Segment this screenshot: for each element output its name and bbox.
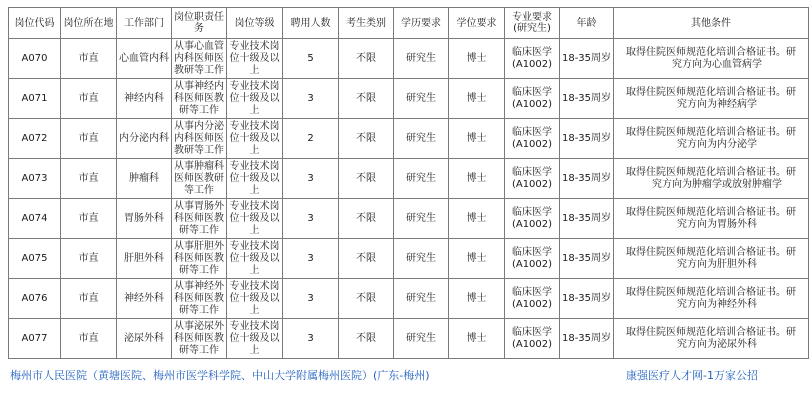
- major-code: (A1002): [511, 258, 553, 270]
- count-cell: 5: [283, 39, 339, 79]
- hospital-name-link[interactable]: 梅州市人民医院（黄塘医院、梅州市医学科学院、中山大学附属梅州医院）(广东-梅州): [10, 369, 430, 382]
- category-cell: 不限: [339, 199, 394, 239]
- level-cell: 专业技术岗位十级及以上: [227, 159, 283, 199]
- conditions-line: 取得住院医师规范化培训合格证书。研: [626, 326, 796, 338]
- degree-cell: 博士: [449, 159, 505, 199]
- table-row: [9, 79, 809, 119]
- duty-cell: 从事泌尿外科医师医教研等工作: [172, 319, 227, 359]
- header-cell: 岗位等级: [227, 8, 283, 39]
- duty-cell: 从事胃肠外科医师医教研等工作: [172, 199, 227, 239]
- level-cell: 专业技术岗位十级及以上: [227, 319, 283, 359]
- dept-cell: 肝胆外科: [117, 239, 172, 279]
- major-code: (A1002): [511, 298, 553, 310]
- table-body: [9, 39, 809, 359]
- category-cell: 不限: [339, 279, 394, 319]
- major-code: (A1002): [511, 138, 553, 150]
- age-cell: 18-35周岁: [560, 239, 614, 279]
- major-code: (A1002): [511, 218, 553, 230]
- location-cell: 市直: [61, 39, 117, 79]
- conditions-cell: [614, 199, 809, 239]
- duty-cell: 从事肿瘤科医师医教研等工作: [172, 159, 227, 199]
- location-cell: 市直: [61, 239, 117, 279]
- table-row: [9, 39, 809, 79]
- major-name: 临床医学: [512, 326, 552, 338]
- header-cell: 学位要求: [449, 8, 505, 39]
- education-cell: 研究生: [394, 239, 449, 279]
- conditions-line: 究方向为神经外科: [677, 298, 757, 310]
- major-name: 临床医学: [512, 166, 552, 178]
- conditions-line: 究方向为肝胆外科: [677, 258, 757, 270]
- conditions-line: 取得住院医师规范化培训合格证书。研: [626, 86, 796, 98]
- level-cell: 专业技术岗位十级及以上: [227, 119, 283, 159]
- age-cell: 18-35周岁: [560, 79, 614, 119]
- major-cell: [505, 319, 560, 359]
- degree-cell: 博士: [449, 119, 505, 159]
- table-header-row: [9, 8, 809, 39]
- footer-bar: [8, 368, 772, 384]
- category-cell: 不限: [339, 79, 394, 119]
- location-cell: 市直: [61, 159, 117, 199]
- location-cell: 市直: [61, 79, 117, 119]
- age-cell: 18-35周岁: [560, 39, 614, 79]
- table-row: [9, 279, 809, 319]
- count-cell: 3: [283, 279, 339, 319]
- conditions-line: 取得住院医师规范化培训合格证书。研: [626, 166, 796, 178]
- education-cell: 研究生: [394, 199, 449, 239]
- code-cell: A077: [9, 319, 61, 359]
- location-cell: 市直: [61, 319, 117, 359]
- major-code: (A1002): [511, 178, 553, 190]
- header-cell: 聘用人数: [283, 8, 339, 39]
- level-cell: 专业技术岗位十级及以上: [227, 239, 283, 279]
- category-cell: 不限: [339, 119, 394, 159]
- count-cell: 3: [283, 199, 339, 239]
- category-cell: 不限: [339, 319, 394, 359]
- table-row: [9, 159, 809, 199]
- education-cell: 研究生: [394, 119, 449, 159]
- degree-cell: 博士: [449, 239, 505, 279]
- education-cell: 研究生: [394, 79, 449, 119]
- header-cell: 岗位代码: [9, 8, 61, 39]
- age-cell: 18-35周岁: [560, 119, 614, 159]
- code-cell: A073: [9, 159, 61, 199]
- conditions-cell: [614, 319, 809, 359]
- conditions-line: 取得住院医师规范化培训合格证书。研: [626, 46, 796, 58]
- major-name: 临床医学: [512, 126, 552, 138]
- degree-cell: 博士: [449, 319, 505, 359]
- major-code: (A1002): [511, 58, 553, 70]
- conditions-cell: [614, 279, 809, 319]
- conditions-line: 取得住院医师规范化培训合格证书。研: [626, 246, 796, 258]
- level-cell: 专业技术岗位十级及以上: [227, 199, 283, 239]
- duty-cell: 从事内分泌内科医师医教研等工作: [172, 119, 227, 159]
- code-cell: A070: [9, 39, 61, 79]
- major-name: 临床医学: [512, 86, 552, 98]
- education-cell: 研究生: [394, 279, 449, 319]
- dept-cell: 胃肠外科: [117, 199, 172, 239]
- major-cell: [505, 239, 560, 279]
- conditions-line: 究方向为内分泌学: [677, 138, 757, 150]
- code-cell: A076: [9, 279, 61, 319]
- category-cell: 不限: [339, 239, 394, 279]
- age-cell: 18-35周岁: [560, 159, 614, 199]
- header-cell: 其他条件: [614, 8, 809, 39]
- job-table: [8, 7, 809, 359]
- conditions-line: 取得住院医师规范化培训合格证书。研: [626, 206, 796, 218]
- header-cell: 学历要求: [394, 8, 449, 39]
- conditions-cell: [614, 159, 809, 199]
- age-cell: 18-35周岁: [560, 279, 614, 319]
- count-cell: 3: [283, 79, 339, 119]
- level-cell: 专业技术岗位十级及以上: [227, 79, 283, 119]
- count-cell: 3: [283, 319, 339, 359]
- category-cell: 不限: [339, 39, 394, 79]
- dept-cell: 神经外科: [117, 279, 172, 319]
- conditions-line: 取得住院医师规范化培训合格证书。研: [626, 286, 796, 298]
- major-cell: [505, 119, 560, 159]
- code-cell: A074: [9, 199, 61, 239]
- degree-cell: 博士: [449, 279, 505, 319]
- duty-cell: 从事心血管内科医师医教研等工作: [172, 39, 227, 79]
- duty-cell: 从事肝胆外科医师医教研等工作: [172, 239, 227, 279]
- dept-cell: 泌尿外科: [117, 319, 172, 359]
- education-cell: 研究生: [394, 319, 449, 359]
- education-cell: 研究生: [394, 39, 449, 79]
- conditions-cell: [614, 119, 809, 159]
- conditions-cell: [614, 239, 809, 279]
- level-cell: 专业技术岗位十级及以上: [227, 39, 283, 79]
- code-cell: A072: [9, 119, 61, 159]
- education-cell: 研究生: [394, 159, 449, 199]
- major-cell: [505, 39, 560, 79]
- conditions-cell: [614, 79, 809, 119]
- major-cell: [505, 279, 560, 319]
- level-cell: 专业技术岗位十级及以上: [227, 279, 283, 319]
- table-row: [9, 239, 809, 279]
- major-name: 临床医学: [512, 286, 552, 298]
- duty-cell: 从事神经外科医师医教研等工作: [172, 279, 227, 319]
- header-cell: 专业要求(研究生): [505, 8, 560, 39]
- conditions-line: 究方向为心血管病学: [672, 58, 762, 70]
- header-cell: 岗位职责任务: [172, 8, 227, 39]
- age-cell: 18-35周岁: [560, 319, 614, 359]
- dept-cell: 神经内科: [117, 79, 172, 119]
- location-cell: 市直: [61, 279, 117, 319]
- age-cell: 18-35周岁: [560, 199, 614, 239]
- site-name-link[interactable]: 康强医疗人才网-1万家公招: [626, 369, 758, 382]
- conditions-cell: [614, 39, 809, 79]
- header-cell: 考生类别: [339, 8, 394, 39]
- conditions-line: 取得住院医师规范化培训合格证书。研: [626, 126, 796, 138]
- category-cell: 不限: [339, 159, 394, 199]
- header-cell: 岗位所在地: [61, 8, 117, 39]
- count-cell: 3: [283, 239, 339, 279]
- code-cell: A071: [9, 79, 61, 119]
- major-cell: [505, 159, 560, 199]
- dept-cell: 肿瘤科: [117, 159, 172, 199]
- header-cell: 年龄: [560, 8, 614, 39]
- major-code: (A1002): [511, 98, 553, 110]
- table-row: [9, 319, 809, 359]
- conditions-line: 究方向为肿瘤学或放射肿瘤学: [652, 178, 782, 190]
- conditions-line: 究方向为泌尿外科: [677, 338, 757, 350]
- major-name: 临床医学: [512, 46, 552, 58]
- duty-cell: 从事神经内科医师医教研等工作: [172, 79, 227, 119]
- table-row: [9, 199, 809, 239]
- location-cell: 市直: [61, 119, 117, 159]
- dept-cell: 心血管内科: [117, 39, 172, 79]
- code-cell: A075: [9, 239, 61, 279]
- degree-cell: 博士: [449, 199, 505, 239]
- major-code: (A1002): [511, 338, 553, 350]
- count-cell: 3: [283, 159, 339, 199]
- degree-cell: 博士: [449, 79, 505, 119]
- major-cell: [505, 199, 560, 239]
- degree-cell: 博士: [449, 39, 505, 79]
- dept-cell: 内分泌内科: [117, 119, 172, 159]
- count-cell: 2: [283, 119, 339, 159]
- header-cell: 工作部门: [117, 8, 172, 39]
- major-cell: [505, 79, 560, 119]
- location-cell: 市直: [61, 199, 117, 239]
- major-name: 临床医学: [512, 206, 552, 218]
- conditions-line: 究方向为神经病学: [677, 98, 757, 110]
- major-name: 临床医学: [512, 246, 552, 258]
- table-row: [9, 119, 809, 159]
- conditions-line: 究方向为胃肠外科: [677, 218, 757, 230]
